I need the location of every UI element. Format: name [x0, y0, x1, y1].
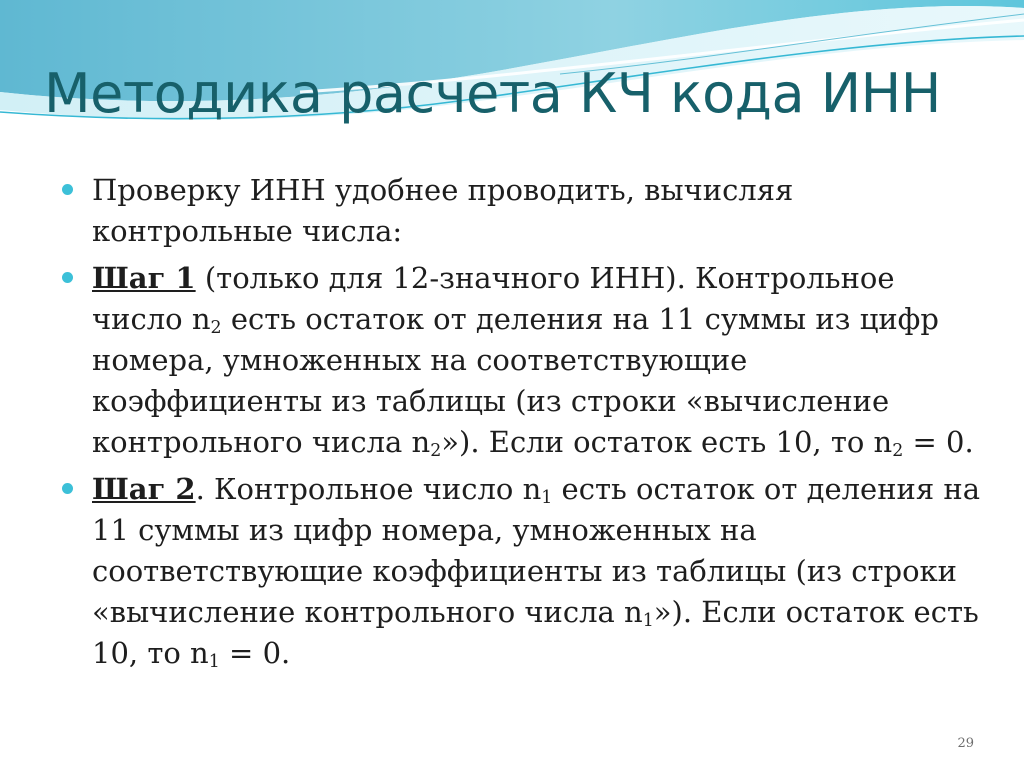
bullet-dot-icon — [62, 483, 73, 494]
step-2-text-part-3: »). Если остаток есть 10, то n — [92, 595, 979, 670]
bullet-list — [62, 170, 982, 680]
step-1-subscript-2: 2 — [430, 441, 442, 461]
step-2-text-part-2: есть остаток от деления на 11 суммы из цифр номера, умноженных на соответствующие коэффициенты из таблицы (из строки «вычисление контрольного числа n — [92, 472, 981, 629]
bullet-step-2 — [62, 469, 982, 674]
step-2-text-part-1: . Контрольное число n — [195, 472, 542, 506]
step-1-text-part-2: есть остаток от деления на 11 суммы из цифр номера, умноженных на соответствующие коэффициенты из таблицы (из строки «вычисление контрольного числа n — [92, 302, 939, 459]
bullet-intro — [62, 170, 982, 252]
step-2-subscript-3: 1 — [208, 652, 220, 672]
step-1-subscript-1: 2 — [210, 318, 222, 338]
bullet-dot-icon — [62, 272, 73, 283]
step-2-subscript-1: 1 — [541, 488, 553, 508]
step-2-subscript-2: 1 — [642, 611, 654, 631]
page-number: 29 — [957, 736, 974, 751]
intro-text: Проверку ИНН удобнее проводить, вычисляя контрольные числа: — [92, 173, 794, 248]
step-1-text-part-3: »). Если остаток есть 10, то n — [441, 425, 893, 459]
step-1-subscript-3: 2 — [892, 441, 904, 461]
step-1-text-part-1: (только для 12-значного ИНН). Контрольное число n — [92, 261, 895, 336]
step-2-text-part-4: = 0. — [219, 636, 291, 670]
step-2-label: Шаг 2 — [92, 472, 196, 506]
step-1-text-part-4: = 0. — [903, 425, 974, 459]
bullet-dot-icon — [62, 184, 73, 195]
bullet-step-1 — [62, 258, 982, 463]
slide-title: Методика расчета КЧ кода ИНН — [44, 62, 941, 125]
step-1-label: Шаг 1 — [92, 261, 196, 295]
